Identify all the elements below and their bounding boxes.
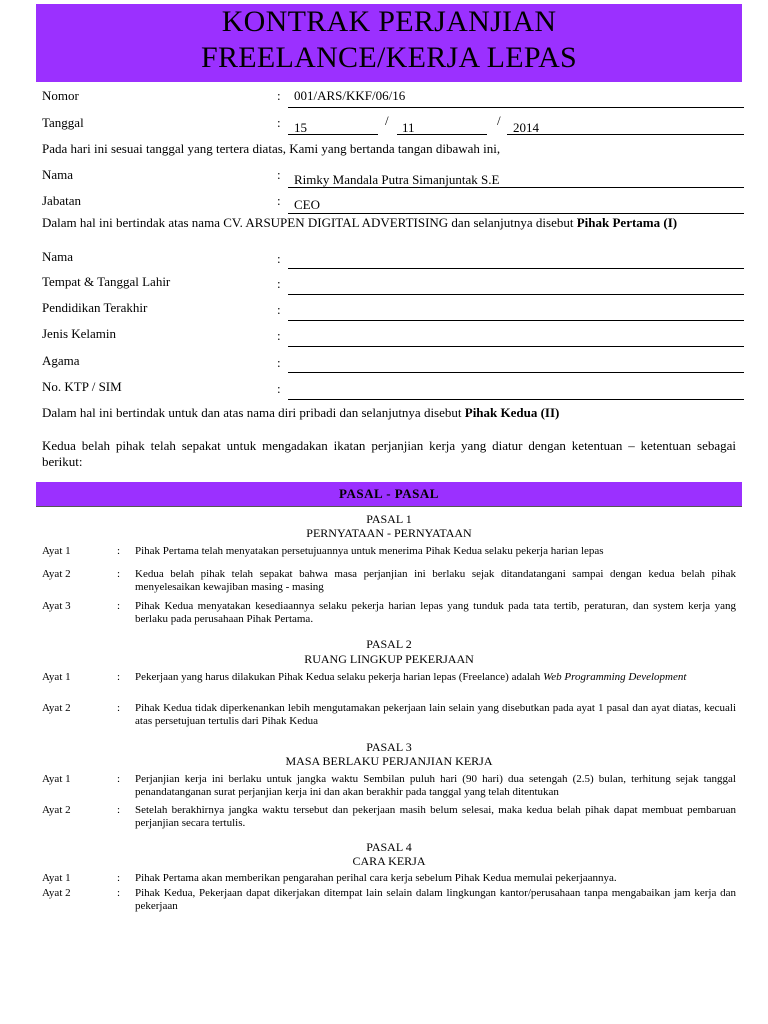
title-banner [36,4,742,82]
pasal-2-ayat-2-colon: : [117,702,121,714]
p2-nama-field[interactable] [288,268,744,269]
nama-label: Nama [42,167,74,182]
p2-agama-label: Agama [42,353,80,368]
p2-ttl-field[interactable] [288,294,744,295]
pasal-1-ayat-2-text: Kedua belah pihak telah sepakat bahwa masa perjanjian ini berlaku sejak ditandatangani sampai dengan kedua belah pihak menyelesaikan kewajiban masing - masing [135,568,736,593]
tanggal-slash-2: / [497,113,501,128]
pasal-2-ayat-1-text [135,671,736,684]
pasal-4-ayat-1-label: Ayat 1 [42,872,71,884]
pasal-3-number: PASAL 3 [366,740,412,754]
p2-pendidikan-colon: : [277,302,281,317]
pasal-header-label: PASAL - PASAL [339,486,439,501]
tanggal-day: 15 [294,120,307,135]
tanggal-month: 11 [402,120,415,135]
pasal-2-ayat-2-text: Pihak Kedua tidak diperkenankan lebih mengutamakan pekerjaan lain selain yang disebutkan pada ayat 1 pasal dan ayat diatas, kecuali atas persetujuan tertulis dari Pihak Kedua [135,702,736,727]
p2-ktp-label: No. KTP / SIM [42,379,122,394]
pasal-1-ayat-1-label: Ayat 1 [42,545,71,557]
pasal-4-ayat-1-colon: : [117,872,121,884]
pasal-2-ayat-1-plain: Pekerjaan yang harus dilakukan Pihak Kedua selaku pekerja harian lepas (Freelance) adalah [135,671,544,683]
pasal-4-ayat-1-text: Pihak Pertama akan memberikan pengarahan perihal cara kerja sebelum Pihak Kedua memulai pekerjaannya. [135,872,617,884]
p2-pendidikan-label: Pendidikan Terakhir [42,300,148,315]
pasal-separator [36,506,742,507]
tanggal-month-line [397,134,487,135]
pasal-4-ayat-2-text: Pihak Kedua, Pekerjaan dapat dikerjakan ditempat lain selain dalam lingkungan kantor/perusahaan tanpa mengabaikan jam kerja dan pekerjaan [135,887,736,912]
nama-underline [288,187,744,188]
pasal-2-ayat-1-label: Ayat 1 [42,671,71,683]
nama-colon: : [277,167,281,182]
pihak-pertama-statement [42,215,740,231]
nomor-label: Nomor [42,88,79,103]
pasal-header-bar [36,482,742,506]
pasal-3-ayat-2-text: Setelah berakhirnya jangka waktu tersebut dan pekerjaan masih belum selesai, maka kedua belah pihak dapat membuat pembaruan perjanjian secara tertulis. [135,804,736,829]
tanggal-label: Tanggal [42,115,84,130]
pasal-1-ayat-3-label: Ayat 3 [42,600,71,612]
pasal-2-ayat-2-label: Ayat 2 [42,702,71,714]
nama-value: Rimky Mandala Putra Simanjuntak S.E [294,172,500,187]
p2-ktp-colon: : [277,381,281,396]
pasal-2-ayat-1-italic: Web Programming Development [543,671,687,683]
pasal-3-ayat-2-label: Ayat 2 [42,804,71,816]
pasal-1-ayat-2-colon: : [117,568,121,580]
jabatan-colon: : [277,193,281,208]
p2-agama-colon: : [277,355,281,370]
pasal-4-ayat-2-label: Ayat 2 [42,887,71,899]
pasal-3-ayat-1-label: Ayat 1 [42,773,71,785]
p2-agama-field[interactable] [288,372,744,373]
pasal-2-number: PASAL 2 [366,637,412,651]
p2-ttl-colon: : [277,276,281,291]
pihak-kedua-bold: Pihak Kedua (II) [464,405,560,420]
pasal-4-title: CARA KERJA [352,854,426,868]
p2-pendidikan-field[interactable] [288,320,744,321]
jabatan-label: Jabatan [42,193,81,208]
p2-ttl-label: Tempat & Tanggal Lahir [42,274,171,289]
tanggal-day-line [288,134,378,135]
p2-kelamin-field[interactable] [288,346,744,347]
pihak-kedua-statement [42,405,740,421]
title-line-2: FREELANCE/KERJA LEPAS [200,41,578,74]
pasal-1-title: PERNYATAAN - PERNYATAAN [306,526,472,540]
pihak-pertama-text: Dalam hal ini bertindak atas nama CV. ARSUPEN DIGITAL ADVERTISING dan selanjutnya disebut [42,215,577,230]
pasal-2-ayat-1-colon: : [117,671,121,683]
pasal-1-ayat-1-text: Pihak Pertama telah menyatakan persetujuannya untuk menerima Pihak Kedua selaku pekerja harian lepas [135,545,604,557]
pasal-1-ayat-3-text: Pihak Kedua menyatakan kesediaannya selaku pekerja harian lepas yang tunduk pada tata tertib, peraturan, dan system kerja yang berlaku pada perusahaan Pihak Pertama. [135,600,736,625]
pasal-3-ayat-2-colon: : [117,804,121,816]
pasal-1-ayat-3-colon: : [117,600,121,612]
p2-kelamin-label: Jenis Kelamin [42,326,117,341]
pihak-pertama-bold: Pihak Pertama (I) [576,215,678,230]
intro-text: Pada hari ini sesuai tanggal yang tertera diatas, Kami yang bertanda tangan dibawah ini, [42,141,501,156]
pasal-1-ayat-2-label: Ayat 2 [42,568,71,580]
nomor-colon: : [277,88,281,103]
pasal-4-ayat-2-colon: : [117,887,121,899]
pasal-3-ayat-1-text: Perjanjian kerja ini berlaku untuk jangka waktu Sembilan puluh hari (90 hari) dua setengah (2.5) bulan, terhitung sejak tanggal penandatanganan surat perjanjian kerja ini dan akan berakhir pada tanggal yang telah ditentukan [135,773,736,798]
nomor-value: 001/ARS/KKF/06/16 [294,88,406,103]
tanggal-year: 2014 [513,120,539,135]
pasal-2-title: RUANG LINGKUP PEKERJAAN [304,652,474,666]
jabatan-underline [288,213,744,214]
pihak-kedua-text: Dalam hal ini bertindak untuk dan atas nama diri pribadi dan selanjutnya disebut [42,405,465,420]
pasal-3-ayat-1-colon: : [117,773,121,785]
p2-ktp-field[interactable] [288,399,744,400]
pasal-1-number: PASAL 1 [366,512,412,526]
nomor-underline [288,107,744,108]
jabatan-value: CEO [294,197,320,212]
agreement-paragraph: Kedua belah pihak telah sepakat untuk mengadakan ikatan perjanjian kerja yang diatur dengan ketentuan – ketentuan sebagai berikut: [42,438,736,469]
tanggal-slash-1: / [385,113,389,128]
pasal-3-title: MASA BERLAKU PERJANJIAN KERJA [285,754,493,768]
p2-kelamin-colon: : [277,328,281,343]
p2-nama-label: Nama [42,249,74,264]
pasal-1-ayat-1-colon: : [117,545,121,557]
title-line-1: KONTRAK PERJANJIAN [221,5,557,38]
tanggal-year-line [507,134,744,135]
p2-nama-colon: : [277,251,281,266]
tanggal-colon: : [277,115,281,130]
pasal-4-number: PASAL 4 [366,840,412,854]
